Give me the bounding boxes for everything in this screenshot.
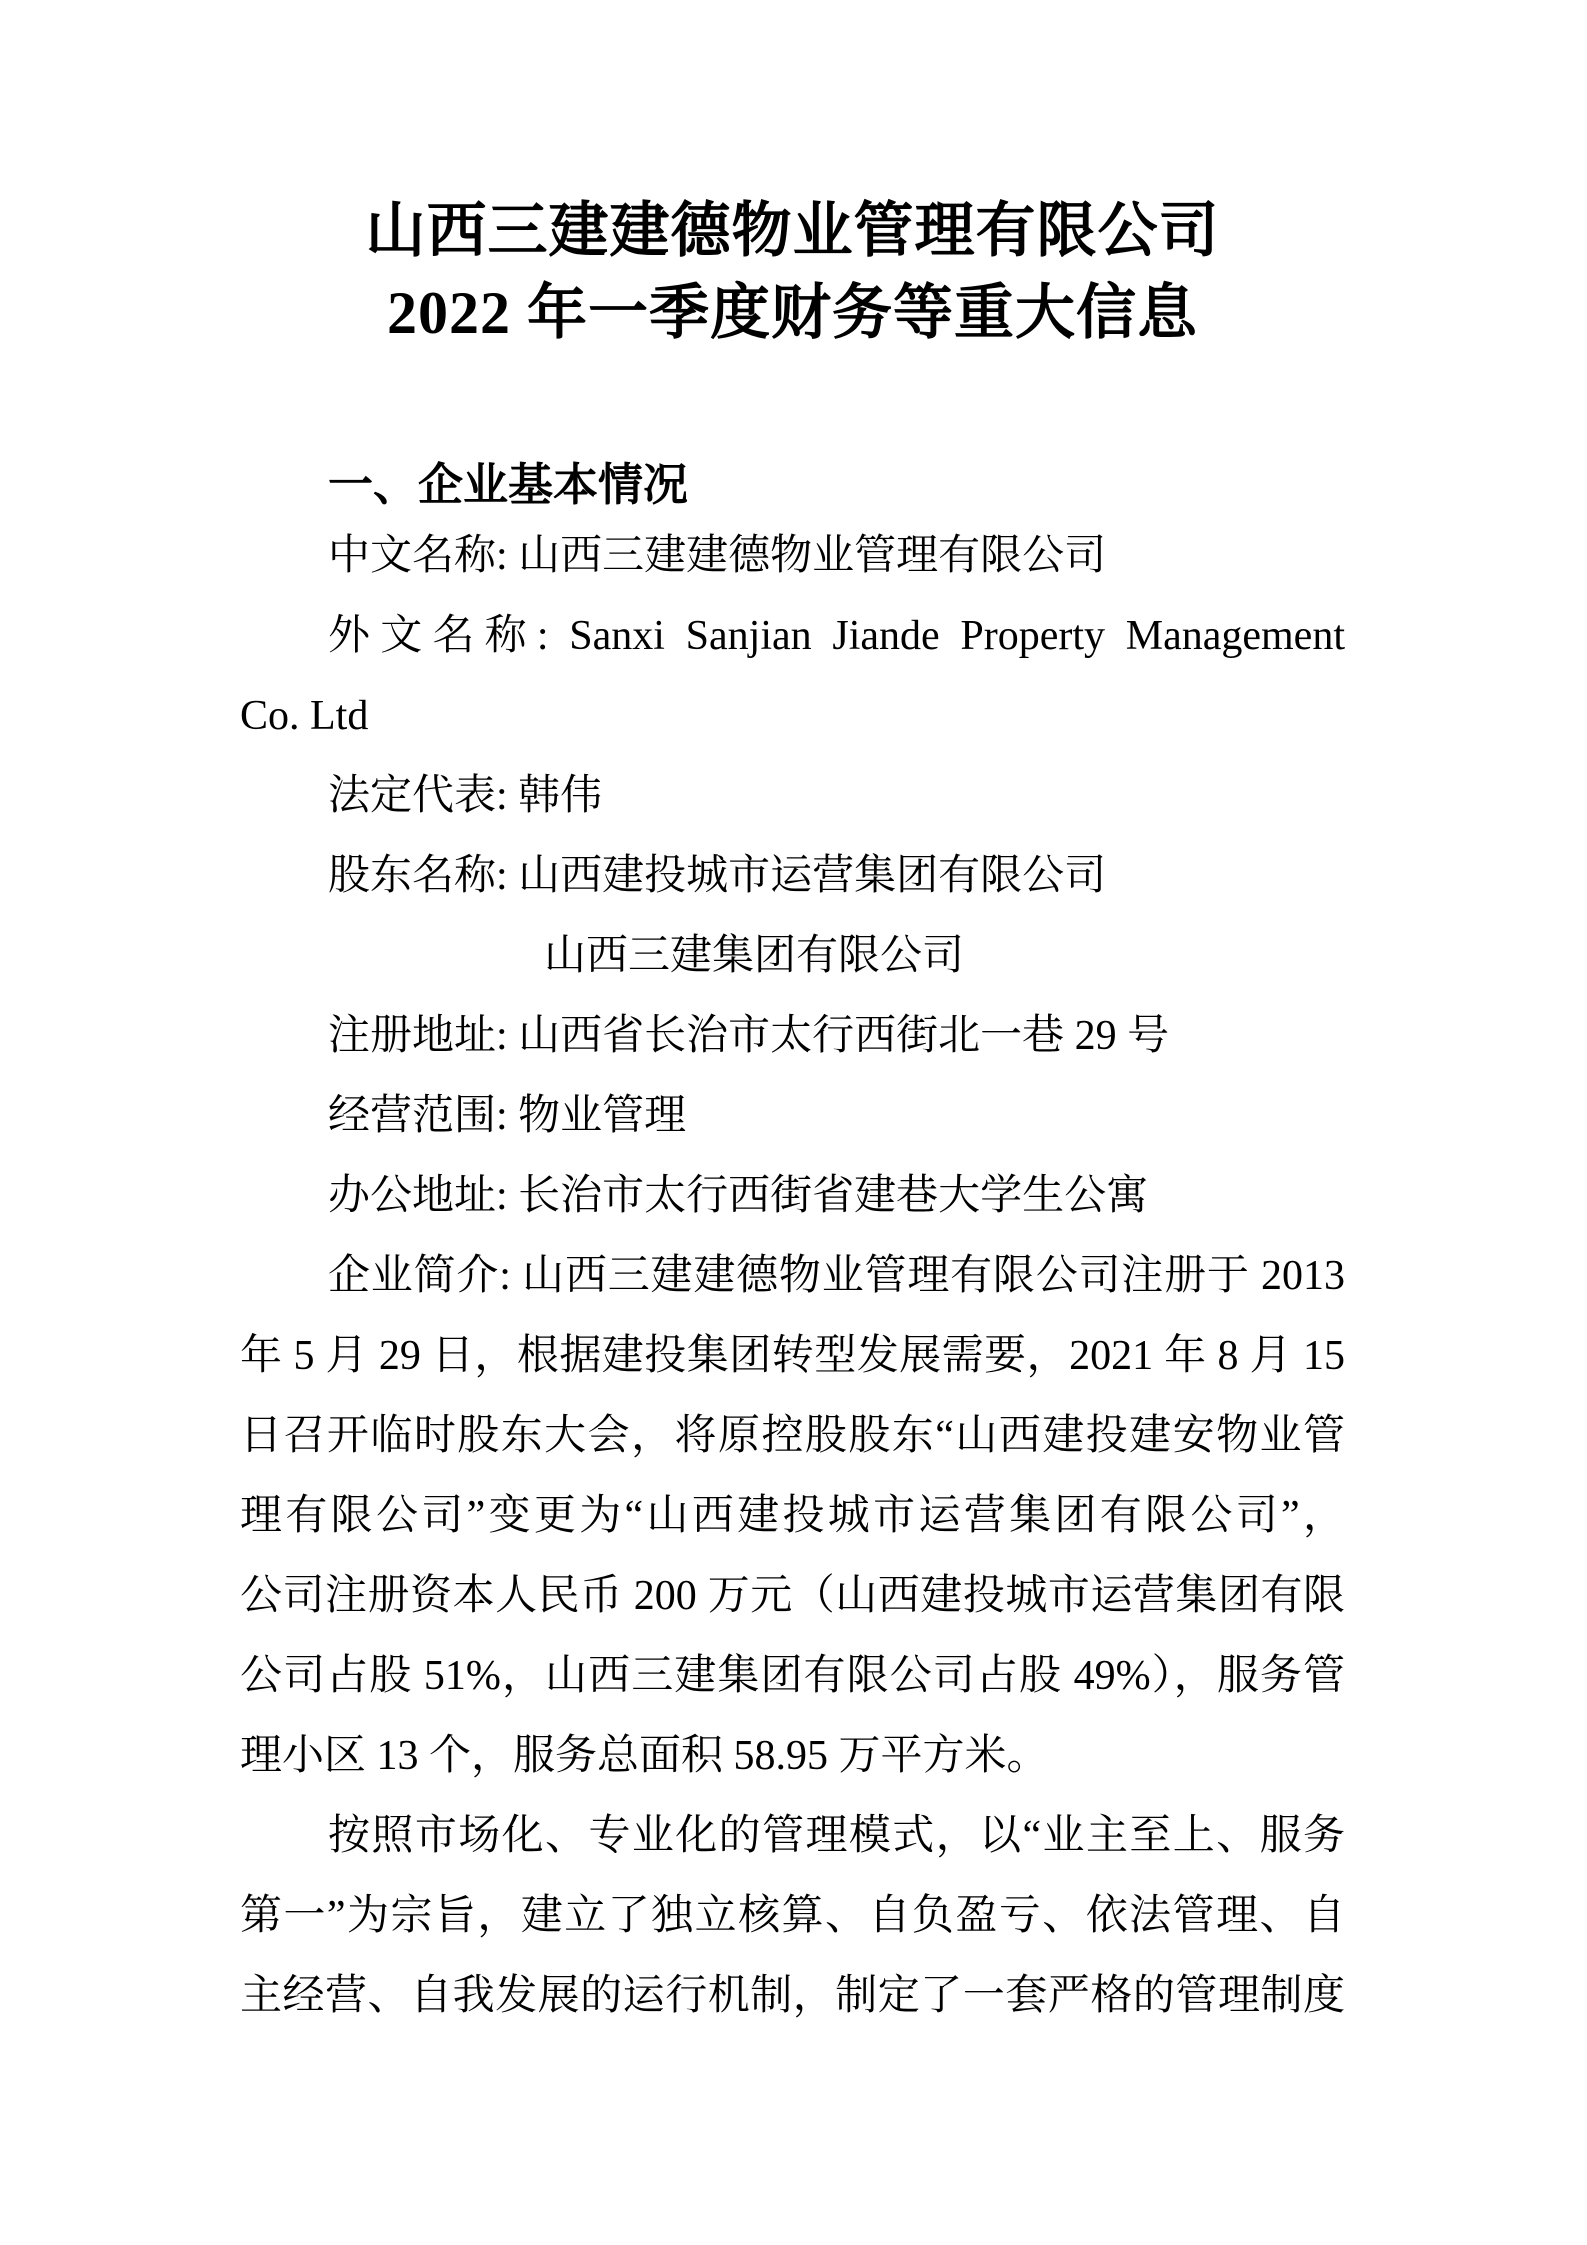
section-heading-basic-info: 一、企业基本情况 <box>328 459 689 510</box>
company-profile-line: 企业简介: 山西三建建德物业管理有限公司注册于 2013 <box>328 1253 1345 1299</box>
field-registered-address: 注册地址: 山西省长治市太行西街北一巷 29 号 <box>328 1013 1170 1059</box>
management-paragraph-line: 按照市场化、专业化的管理模式，以“业主至上、服务 <box>328 1813 1345 1859</box>
field-shareholder-2: 山西三建集团有限公司 <box>544 933 965 979</box>
title-line-2: 2022 年一季度财务等重大信息 <box>387 280 1198 346</box>
document-title <box>240 0 1345 354</box>
field-chinese-name: 中文名称: 山西三建建德物业管理有限公司 <box>328 533 1107 579</box>
field-english-name-cont: Co. Ltd <box>240 693 369 739</box>
company-profile-line: 公司注册资本人民币 200 万元（山西建投城市运营集团有限 <box>240 1573 1345 1619</box>
management-paragraph-line: 主经营、自我发展的运行机制，制定了一套严格的管理制度 <box>240 1973 1345 2019</box>
field-business-scope: 经营范围: 物业管理 <box>328 1093 687 1139</box>
management-paragraph-line: 第一”为宗旨，建立了独立核算、自负盈亏、依法管理、自 <box>240 1893 1345 1939</box>
field-legal-representative: 法定代表: 韩伟 <box>328 773 603 819</box>
field-english-name: 外文名称: Sanxi Sanjian Jiande Property Management <box>328 613 1345 659</box>
field-office-address: 办公地址: 长治市太行西街省建巷大学生公寓 <box>328 1173 1149 1219</box>
title-line-1: 山西三建建德物业管理有限公司 <box>365 198 1220 264</box>
document-body <box>240 516 1345 2036</box>
company-profile-line: 理有限公司”变更为“山西建投城市运营集团有限公司”， <box>240 1493 1345 1539</box>
company-profile-line: 公司占股 51%，山西三建集团有限公司占股 49%），服务管 <box>240 1653 1345 1699</box>
company-profile-line: 年 5 月 29 日，根据建投集团转型发展需要，2021 年 8 月 15 <box>240 1333 1345 1379</box>
company-profile-line: 日召开临时股东大会，将原控股股东“山西建投建安物业管 <box>240 1413 1345 1459</box>
company-profile-line: 理小区 13 个，服务总面积 58.95 万平方米。 <box>240 1733 1049 1779</box>
field-shareholder-1: 股东名称: 山西建投城市运营集团有限公司 <box>328 853 1107 899</box>
